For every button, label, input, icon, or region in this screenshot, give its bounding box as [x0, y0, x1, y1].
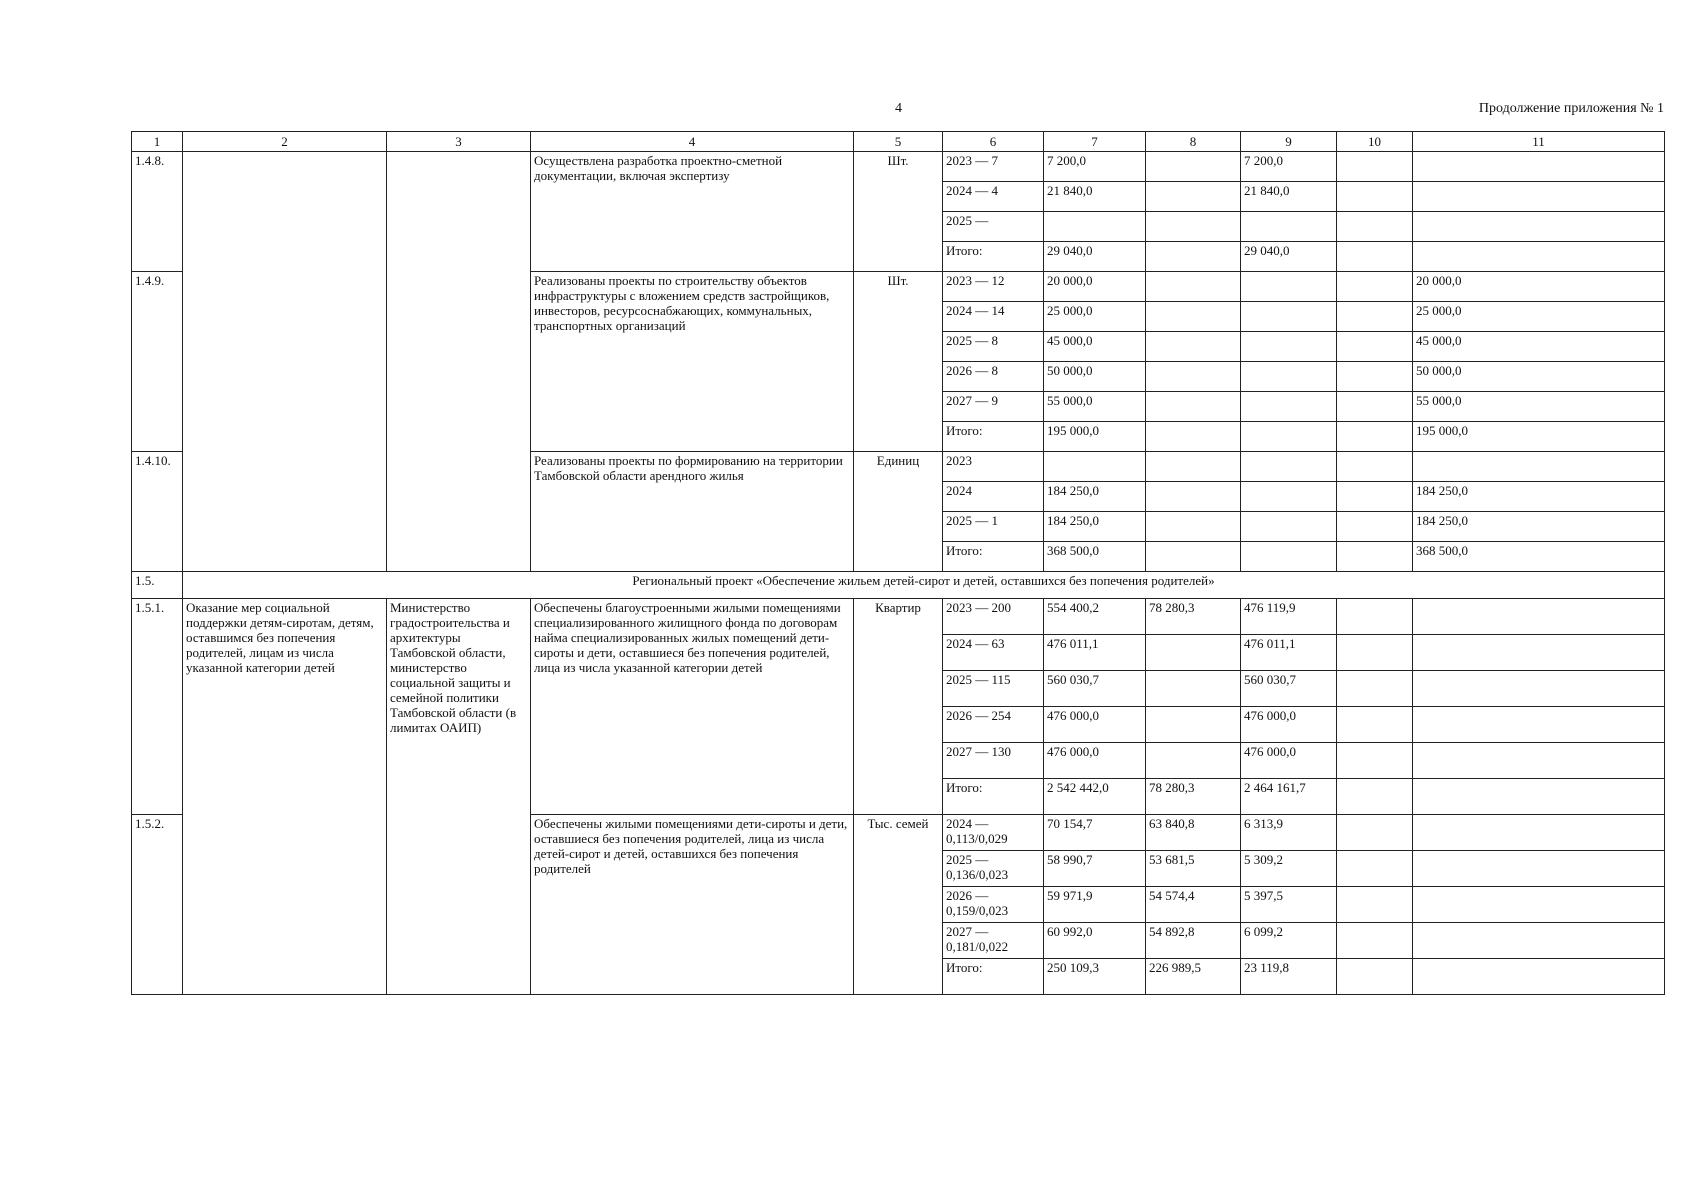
amount-cell-v11: 50 000,0	[1413, 362, 1665, 392]
amount-cell-v10	[1337, 482, 1413, 512]
year-value-cell: Итого:	[943, 779, 1044, 815]
amount-cell-v9	[1241, 362, 1337, 392]
amount-cell-v10	[1337, 923, 1413, 959]
amount-cell-v10	[1337, 422, 1413, 452]
amount-cell-v9: 476 000,0	[1241, 743, 1337, 779]
program-table	[131, 131, 1665, 995]
amount-cell-v9: 476 011,1	[1241, 635, 1337, 671]
column-number-cell: 10	[1337, 132, 1413, 152]
amount-cell-v9	[1241, 392, 1337, 422]
amount-cell-v8: 53 681,5	[1146, 851, 1241, 887]
amount-cell-v8: 78 280,3	[1146, 779, 1241, 815]
amount-cell-v10	[1337, 512, 1413, 542]
year-value-cell: Итого:	[943, 959, 1044, 995]
column-number-cell: 5	[854, 132, 943, 152]
amount-cell-v11	[1413, 779, 1665, 815]
amount-cell-v11: 20 000,0	[1413, 272, 1665, 302]
amount-cell-v11	[1413, 242, 1665, 272]
amount-cell-v7: 554 400,2	[1044, 599, 1146, 635]
item-number-cell: 1.4.8.	[132, 152, 183, 272]
amount-cell-v11	[1413, 452, 1665, 482]
year-value-cell: 2024 — 4	[943, 182, 1044, 212]
amount-cell-v9: 6 313,9	[1241, 815, 1337, 851]
amount-cell-v9	[1241, 212, 1337, 242]
year-value-cell: 2025 —	[943, 212, 1044, 242]
amount-cell-v10	[1337, 152, 1413, 182]
amount-cell-v8	[1146, 362, 1241, 392]
amount-cell-v10	[1337, 635, 1413, 671]
year-value-cell: 2026 — 254	[943, 707, 1044, 743]
amount-cell-v10	[1337, 815, 1413, 851]
amount-cell-v7: 20 000,0	[1044, 272, 1146, 302]
amount-cell-v10	[1337, 332, 1413, 362]
item-number-cell: 1.5.	[132, 572, 183, 599]
year-value-cell: 2024 — 14	[943, 302, 1044, 332]
amount-cell-v11: 45 000,0	[1413, 332, 1665, 362]
amount-cell-v8	[1146, 302, 1241, 332]
amount-cell-v8	[1146, 422, 1241, 452]
amount-cell-v7: 29 040,0	[1044, 242, 1146, 272]
amount-cell-v8	[1146, 212, 1241, 242]
section-row	[132, 572, 1665, 599]
amount-cell-v7	[1044, 452, 1146, 482]
amount-cell-v8	[1146, 671, 1241, 707]
amount-cell-v8	[1146, 242, 1241, 272]
amount-cell-v8	[1146, 512, 1241, 542]
amount-cell-v8	[1146, 635, 1241, 671]
year-value-cell: 2025 — 1	[943, 512, 1044, 542]
amount-cell-v11: 25 000,0	[1413, 302, 1665, 332]
amount-cell-v9: 23 119,8	[1241, 959, 1337, 995]
amount-cell-v10	[1337, 671, 1413, 707]
amount-cell-v9	[1241, 422, 1337, 452]
amount-cell-v8	[1146, 707, 1241, 743]
amount-cell-v10	[1337, 392, 1413, 422]
amount-cell-v7: 250 109,3	[1044, 959, 1146, 995]
unit-cell: Шт.	[854, 272, 943, 452]
amount-cell-v8: 78 280,3	[1146, 599, 1241, 635]
amount-cell-v11	[1413, 851, 1665, 887]
amount-cell-v10	[1337, 212, 1413, 242]
amount-cell-v7: 50 000,0	[1044, 362, 1146, 392]
amount-cell-v7: 21 840,0	[1044, 182, 1146, 212]
amount-cell-v11	[1413, 152, 1665, 182]
amount-cell-v9: 476 119,9	[1241, 599, 1337, 635]
amount-cell-v8	[1146, 272, 1241, 302]
amount-cell-v10	[1337, 707, 1413, 743]
amount-cell-v11	[1413, 635, 1665, 671]
amount-cell-v11: 184 250,0	[1413, 482, 1665, 512]
year-value-cell: Итого:	[943, 242, 1044, 272]
year-value-cell: 2024 — 63	[943, 635, 1044, 671]
amount-cell-v7: 2 542 442,0	[1044, 779, 1146, 815]
amount-cell-v8: 54 892,8	[1146, 923, 1241, 959]
item-number-cell: 1.5.1.	[132, 599, 183, 815]
result-description-cell: Осуществлена разработка проектно-сметной документации, включая экспертизу	[531, 152, 854, 272]
amount-cell-v7: 70 154,7	[1044, 815, 1146, 851]
amount-cell-v9: 560 030,7	[1241, 671, 1337, 707]
amount-cell-v11	[1413, 599, 1665, 635]
amount-cell-v11: 195 000,0	[1413, 422, 1665, 452]
amount-cell-v9: 6 099,2	[1241, 923, 1337, 959]
amount-cell-v9	[1241, 542, 1337, 572]
unit-cell: Шт.	[854, 152, 943, 272]
amount-cell-v9: 5 397,5	[1241, 887, 1337, 923]
amount-cell-v7: 55 000,0	[1044, 392, 1146, 422]
year-value-cell: Итого:	[943, 422, 1044, 452]
column-number-cell: 9	[1241, 132, 1337, 152]
continuation-note: Продолжение приложения № 1	[1478, 101, 1664, 116]
amount-cell-v11	[1413, 707, 1665, 743]
year-value-cell: 2027 — 9	[943, 392, 1044, 422]
column-number-cell: 11	[1413, 132, 1665, 152]
item-number-cell: 1.5.2.	[132, 815, 183, 995]
column-number-cell: 2	[183, 132, 387, 152]
amount-cell-v10	[1337, 272, 1413, 302]
section-title: Региональный проект «Обеспечение жильем детей-сирот и детей, оставшихся без попечения родителей»	[183, 572, 1665, 599]
executor-cell: Министерство градостроительства и архитектуры Тамбовской области, министерство социальной защиты и семейной политики Тамбовской области (в лимитах ОАИП)	[387, 599, 531, 995]
amount-cell-v9: 7 200,0	[1241, 152, 1337, 182]
amount-cell-v8	[1146, 182, 1241, 212]
amount-cell-v9: 29 040,0	[1241, 242, 1337, 272]
measure-cell	[183, 152, 387, 572]
year-value-cell: 2024 — 0,113/0,029	[943, 815, 1044, 851]
year-value-cell: 2024	[943, 482, 1044, 512]
year-value-cell: 2027 — 0,181/0,022	[943, 923, 1044, 959]
amount-cell-v10	[1337, 851, 1413, 887]
column-number-cell: 4	[531, 132, 854, 152]
column-number-row	[132, 132, 1665, 152]
amount-cell-v10	[1337, 542, 1413, 572]
amount-cell-v11	[1413, 182, 1665, 212]
result-description-cell: Реализованы проекты по формированию на территории Тамбовской области арендного жилья	[531, 452, 854, 572]
unit-cell: Тыс. семей	[854, 815, 943, 995]
year-value-cell: Итого:	[943, 542, 1044, 572]
amount-cell-v9: 21 840,0	[1241, 182, 1337, 212]
column-number-cell: 6	[943, 132, 1044, 152]
amount-cell-v8	[1146, 542, 1241, 572]
amount-cell-v7	[1044, 212, 1146, 242]
amount-cell-v8	[1146, 452, 1241, 482]
amount-cell-v9: 5 309,2	[1241, 851, 1337, 887]
amount-cell-v7: 476 000,0	[1044, 743, 1146, 779]
amount-cell-v8	[1146, 392, 1241, 422]
year-value-cell: 2026 — 0,159/0,023	[943, 887, 1044, 923]
item-number-cell: 1.4.9.	[132, 272, 183, 452]
amount-cell-v7: 184 250,0	[1044, 512, 1146, 542]
amount-cell-v9: 2 464 161,7	[1241, 779, 1337, 815]
amount-cell-v7: 184 250,0	[1044, 482, 1146, 512]
amount-cell-v11: 368 500,0	[1413, 542, 1665, 572]
amount-cell-v10	[1337, 743, 1413, 779]
amount-cell-v7: 476 000,0	[1044, 707, 1146, 743]
year-value-cell: 2023 — 7	[943, 152, 1044, 182]
amount-cell-v9	[1241, 482, 1337, 512]
table-row	[132, 599, 1665, 635]
unit-cell: Квартир	[854, 599, 943, 815]
executor-cell	[387, 152, 531, 572]
amount-cell-v8	[1146, 743, 1241, 779]
amount-cell-v9	[1241, 512, 1337, 542]
amount-cell-v10	[1337, 779, 1413, 815]
amount-cell-v8: 226 989,5	[1146, 959, 1241, 995]
amount-cell-v9: 476 000,0	[1241, 707, 1337, 743]
amount-cell-v11	[1413, 212, 1665, 242]
amount-cell-v8	[1146, 332, 1241, 362]
item-number-cell: 1.4.10.	[132, 452, 183, 572]
result-description-cell: Реализованы проекты по строительству объектов инфраструктуры с вложением средств застройщиков, инвесторов, ресурсоснабжающих, коммунальных, транспортных организаций	[531, 272, 854, 452]
unit-cell: Единиц	[854, 452, 943, 572]
amount-cell-v7: 368 500,0	[1044, 542, 1146, 572]
amount-cell-v9	[1241, 302, 1337, 332]
amount-cell-v10	[1337, 959, 1413, 995]
year-value-cell: 2027 — 130	[943, 743, 1044, 779]
year-value-cell: 2023 — 12	[943, 272, 1044, 302]
amount-cell-v9	[1241, 452, 1337, 482]
column-number-cell: 1	[132, 132, 183, 152]
amount-cell-v10	[1337, 452, 1413, 482]
year-value-cell: 2023	[943, 452, 1044, 482]
amount-cell-v11	[1413, 959, 1665, 995]
amount-cell-v7: 476 011,1	[1044, 635, 1146, 671]
year-value-cell: 2025 — 0,136/0,023	[943, 851, 1044, 887]
year-value-cell: 2023 — 200	[943, 599, 1044, 635]
amount-cell-v10	[1337, 887, 1413, 923]
result-description-cell: Обеспечены жилыми помещениями дети-сироты и дети, оставшиеся без попечения родителей, лица из числа детей-сирот и детей, оставшихся без попечения родителей	[531, 815, 854, 995]
amount-cell-v11	[1413, 815, 1665, 851]
amount-cell-v7: 7 200,0	[1044, 152, 1146, 182]
measure-cell: Оказание мер социальной поддержки детям-сиротам, детям, оставшимся без попечения родителей, лицам из числа указанной категории детей	[183, 599, 387, 995]
amount-cell-v7: 195 000,0	[1044, 422, 1146, 452]
column-number-cell: 3	[387, 132, 531, 152]
year-value-cell: 2025 — 8	[943, 332, 1044, 362]
amount-cell-v11: 55 000,0	[1413, 392, 1665, 422]
amount-cell-v7: 59 971,9	[1044, 887, 1146, 923]
page-number: 4	[895, 101, 902, 116]
amount-cell-v7: 45 000,0	[1044, 332, 1146, 362]
amount-cell-v11	[1413, 743, 1665, 779]
amount-cell-v10	[1337, 302, 1413, 332]
result-description-cell: Обеспечены благоустроенными жилыми помещениями специализированного жилищного фонда по договорам найма специализированных жилых помещений дети-сироты и дети, оставшиеся без попечения родителей, лица из числа указанной категории детей	[531, 599, 854, 815]
amount-cell-v7: 560 030,7	[1044, 671, 1146, 707]
column-number-cell: 8	[1146, 132, 1241, 152]
amount-cell-v11	[1413, 671, 1665, 707]
amount-cell-v10	[1337, 599, 1413, 635]
amount-cell-v8	[1146, 152, 1241, 182]
amount-cell-v11: 184 250,0	[1413, 512, 1665, 542]
amount-cell-v7: 60 992,0	[1044, 923, 1146, 959]
amount-cell-v8	[1146, 482, 1241, 512]
amount-cell-v9	[1241, 332, 1337, 362]
year-value-cell: 2026 — 8	[943, 362, 1044, 392]
column-number-cell: 7	[1044, 132, 1146, 152]
amount-cell-v10	[1337, 242, 1413, 272]
year-value-cell: 2025 — 115	[943, 671, 1044, 707]
amount-cell-v8: 54 574,4	[1146, 887, 1241, 923]
amount-cell-v7: 58 990,7	[1044, 851, 1146, 887]
amount-cell-v10	[1337, 182, 1413, 212]
table-row	[132, 152, 1665, 182]
amount-cell-v9	[1241, 272, 1337, 302]
amount-cell-v11	[1413, 887, 1665, 923]
amount-cell-v10	[1337, 362, 1413, 392]
amount-cell-v8: 63 840,8	[1146, 815, 1241, 851]
amount-cell-v11	[1413, 923, 1665, 959]
amount-cell-v7: 25 000,0	[1044, 302, 1146, 332]
